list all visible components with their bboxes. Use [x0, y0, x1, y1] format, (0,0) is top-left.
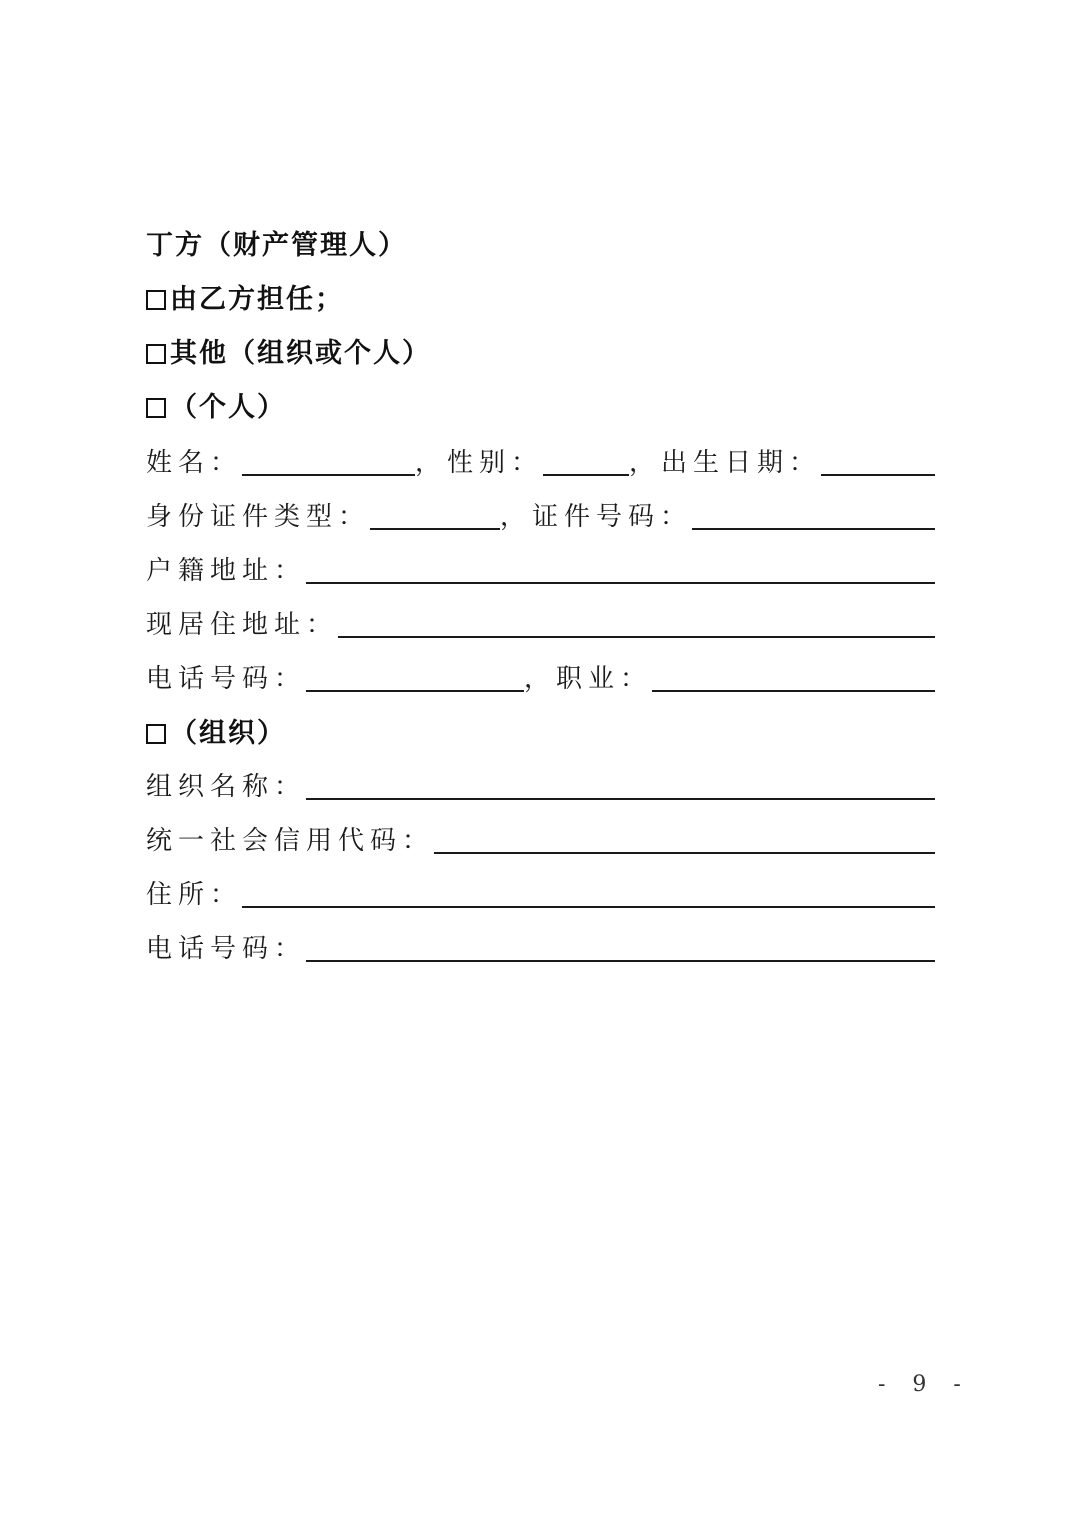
credit-code-row	[146, 818, 935, 858]
option-by-party-b-checkbox[interactable]	[146, 290, 166, 310]
occupation-label: ，职业：	[524, 664, 653, 694]
option-by-party-b	[146, 276, 935, 316]
birth-date-field[interactable]	[821, 474, 935, 476]
org-name-label: 组织名称：	[146, 772, 307, 802]
option-other-checkbox[interactable]	[146, 344, 166, 364]
option-organization-label: （组织）	[170, 718, 286, 749]
gender-label: ，性别：	[415, 448, 544, 478]
household-address-field[interactable]	[306, 582, 935, 584]
current-address-label: 现居住地址：	[146, 610, 339, 640]
option-individual-checkbox[interactable]	[146, 398, 166, 418]
page-number: - 9 -	[878, 1372, 971, 1397]
org-name-row	[146, 764, 935, 804]
individual-id-row	[146, 494, 935, 534]
section-title	[146, 222, 935, 262]
option-individual-label: （个人）	[170, 392, 286, 423]
household-address-row	[146, 548, 935, 588]
gender-field[interactable]	[543, 474, 629, 476]
option-organization-checkbox[interactable]	[146, 724, 166, 744]
household-address-label: 户籍地址：	[146, 556, 307, 586]
domicile-row	[146, 872, 935, 912]
section-title-text: 丁方（财产管理人）	[146, 230, 407, 261]
org-phone-label: 电话号码：	[146, 934, 307, 964]
domicile-field[interactable]	[242, 906, 935, 908]
option-by-party-b-label: 由乙方担任；	[170, 284, 344, 315]
birth-date-label: ，出生日期：	[629, 448, 822, 478]
phone-field[interactable]	[306, 690, 524, 692]
org-name-field[interactable]	[306, 798, 935, 800]
id-number-field[interactable]	[692, 528, 935, 530]
occupation-field[interactable]	[652, 690, 935, 692]
org-phone-field[interactable]	[306, 960, 935, 962]
credit-code-label: 统一社会信用代码：	[146, 826, 435, 856]
org-phone-row	[146, 926, 935, 966]
option-organization	[146, 710, 935, 750]
id-type-label: 身份证件类型：	[146, 502, 371, 532]
domicile-label: 住所：	[146, 880, 243, 910]
current-address-row	[146, 602, 935, 642]
option-individual	[146, 384, 935, 424]
name-field[interactable]	[242, 474, 415, 476]
phone-label: 电话号码：	[146, 664, 307, 694]
current-address-field[interactable]	[338, 636, 935, 638]
individual-name-row	[146, 440, 935, 480]
phone-occupation-row	[146, 656, 935, 696]
option-other	[146, 330, 935, 370]
id-number-label: ，证件号码：	[500, 502, 693, 532]
credit-code-field[interactable]	[434, 852, 935, 854]
name-label: 姓名：	[146, 448, 243, 478]
id-type-field[interactable]	[370, 528, 500, 530]
option-other-label: 其他（组织或个人）	[170, 338, 431, 369]
